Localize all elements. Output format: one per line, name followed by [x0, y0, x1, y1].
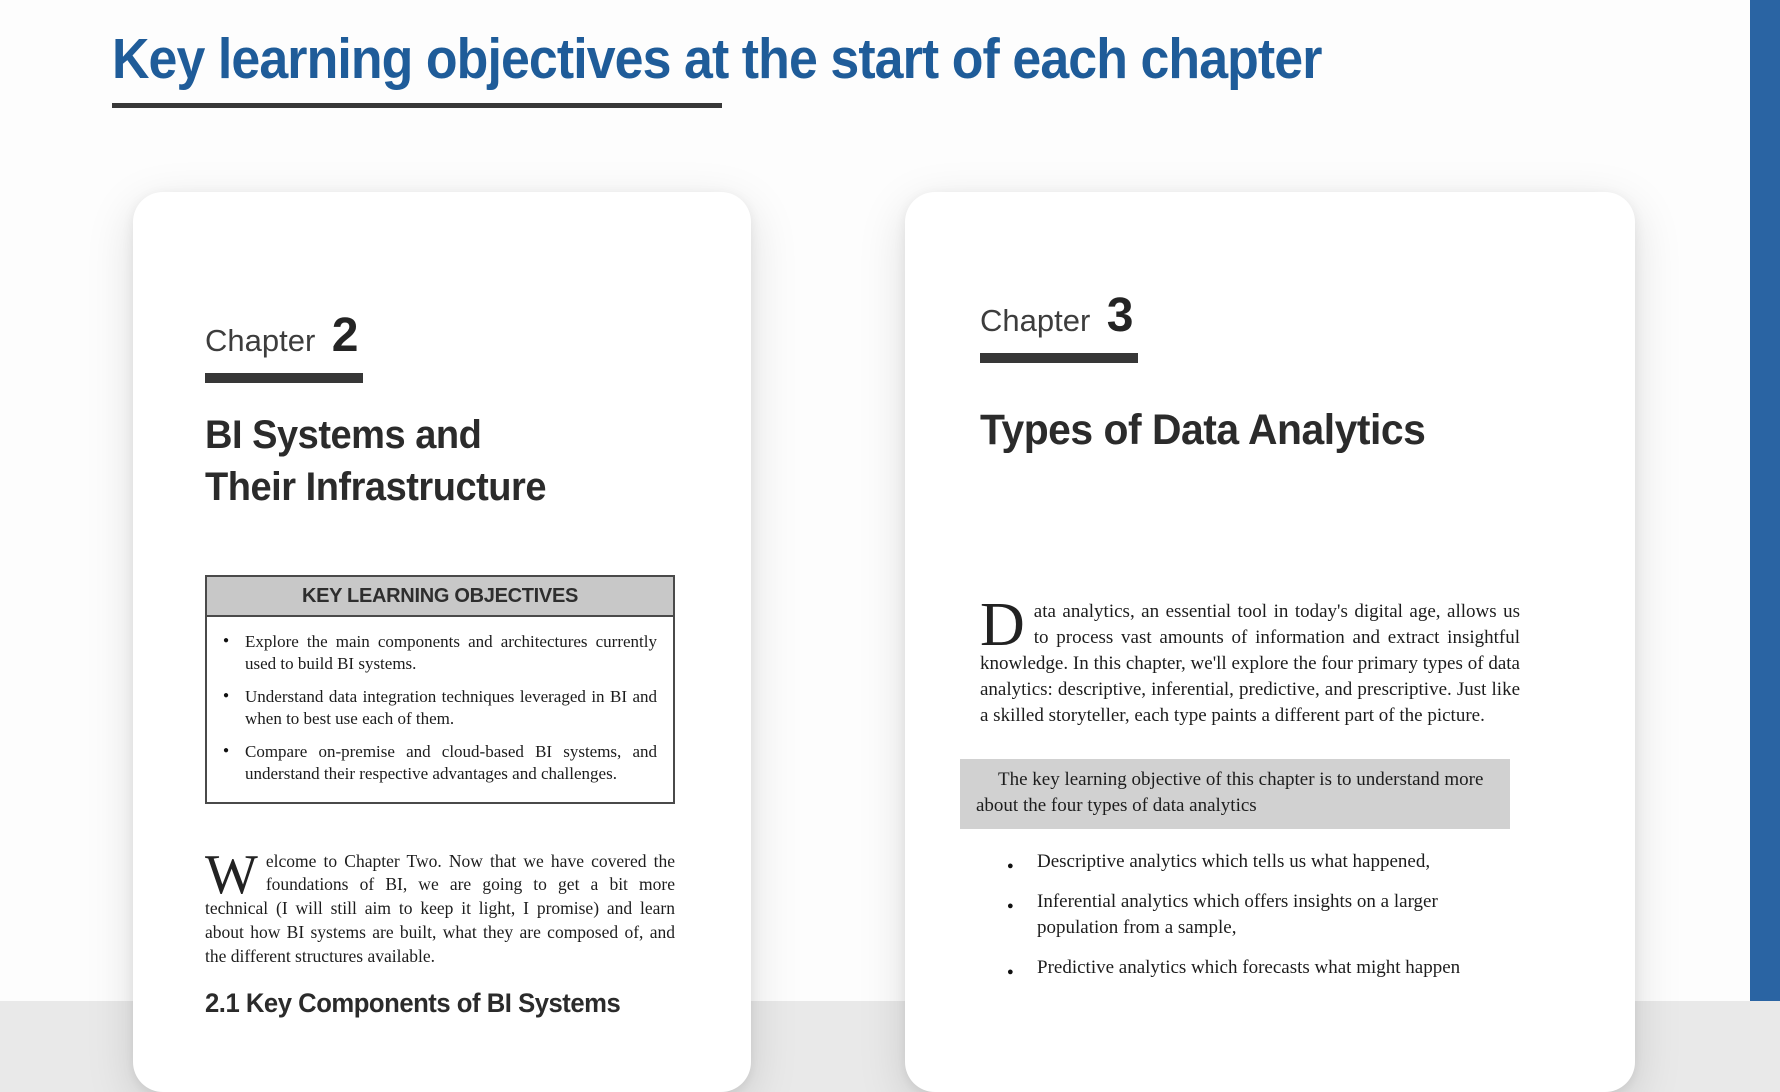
- right-page-content: [976, 288, 1520, 981]
- chapter-number: 3: [1106, 289, 1133, 342]
- drop-cap-d: D: [980, 590, 1025, 659]
- book-page-card-chapter-3: [905, 192, 1635, 1092]
- key-learning-objectives-list: [207, 617, 673, 802]
- chapter-3-title: Types of Data Analytics: [980, 406, 1426, 454]
- left-page-content: [205, 308, 675, 969]
- list-item: ● Inferential analytics which offers insights on a larger population from a sample,: [980, 889, 1520, 941]
- list-item: ● Descriptive analytics which tells us what happened,: [980, 849, 1520, 875]
- chapter-label: Chapter: [980, 303, 1091, 338]
- key-learning-objectives-header: KEY LEARNING OBJECTIVES: [207, 577, 673, 617]
- slide-title: Key learning objectives at the start of each chapter: [112, 27, 1322, 91]
- chapter-2-label-row: [205, 308, 675, 363]
- chapter-3-intro-text: ata analytics, an essential tool in today's digital age, allows us to process vast amounts of information and extract insightful knowledge. In this chapter, we'll explore the four primary types of data analytics: descriptive, inferential, predictive, and prescriptive. Just like a skilled storyteller, each type paints a different part of the picture.: [980, 600, 1520, 726]
- chapter-2-title-line1: BI Systems and: [205, 413, 482, 457]
- chapter-2-intro-text: elcome to Chapter Two. Now that we have covered the foundations of BI, we are going to get a bit more technical (I will still aim to keep it light, I promise) and learn about how BI systems are built, what they are composed of, and the different structures available.: [205, 850, 675, 966]
- objective-item: ● Compare on-premise and cloud-based BI systems, and understand their respective advantages and challenges.: [219, 741, 657, 786]
- chapter-number: 2: [331, 309, 358, 362]
- title-underline: [112, 103, 722, 108]
- right-accent-bar: [1750, 0, 1780, 1001]
- key-learning-objectives-box: [205, 575, 675, 804]
- chapter-3-intro-paragraph: [980, 590, 1520, 729]
- chapter-3-label-row: [980, 288, 1520, 343]
- chapter-2-title-line2: Their Infrastructure: [205, 465, 547, 509]
- section-heading-2-1: 2.1 Key Components of BI Systems: [205, 988, 621, 1018]
- list-item: ● Predictive analytics which forecasts what might happen: [980, 955, 1520, 981]
- objective-item: ● Explore the main components and architectures currently used to build BI systems.: [219, 631, 657, 676]
- chapter-label: Chapter: [205, 323, 316, 358]
- chapter-2-intro-paragraph: [205, 843, 675, 969]
- chapter-rule: [980, 353, 1138, 363]
- drop-cap-w: W: [205, 843, 258, 906]
- chapter-rule: [205, 373, 363, 383]
- objective-item: ● Understand data integration techniques leveraged in BI and when to best use each of them.: [219, 686, 657, 731]
- chapter-2-title: [205, 409, 652, 513]
- analytics-types-list: [980, 849, 1520, 981]
- key-learning-objective-highlight: The key learning objective of this chapter is to understand more about the four types of data analytics: [960, 759, 1510, 829]
- book-page-card-chapter-2: [133, 192, 751, 1092]
